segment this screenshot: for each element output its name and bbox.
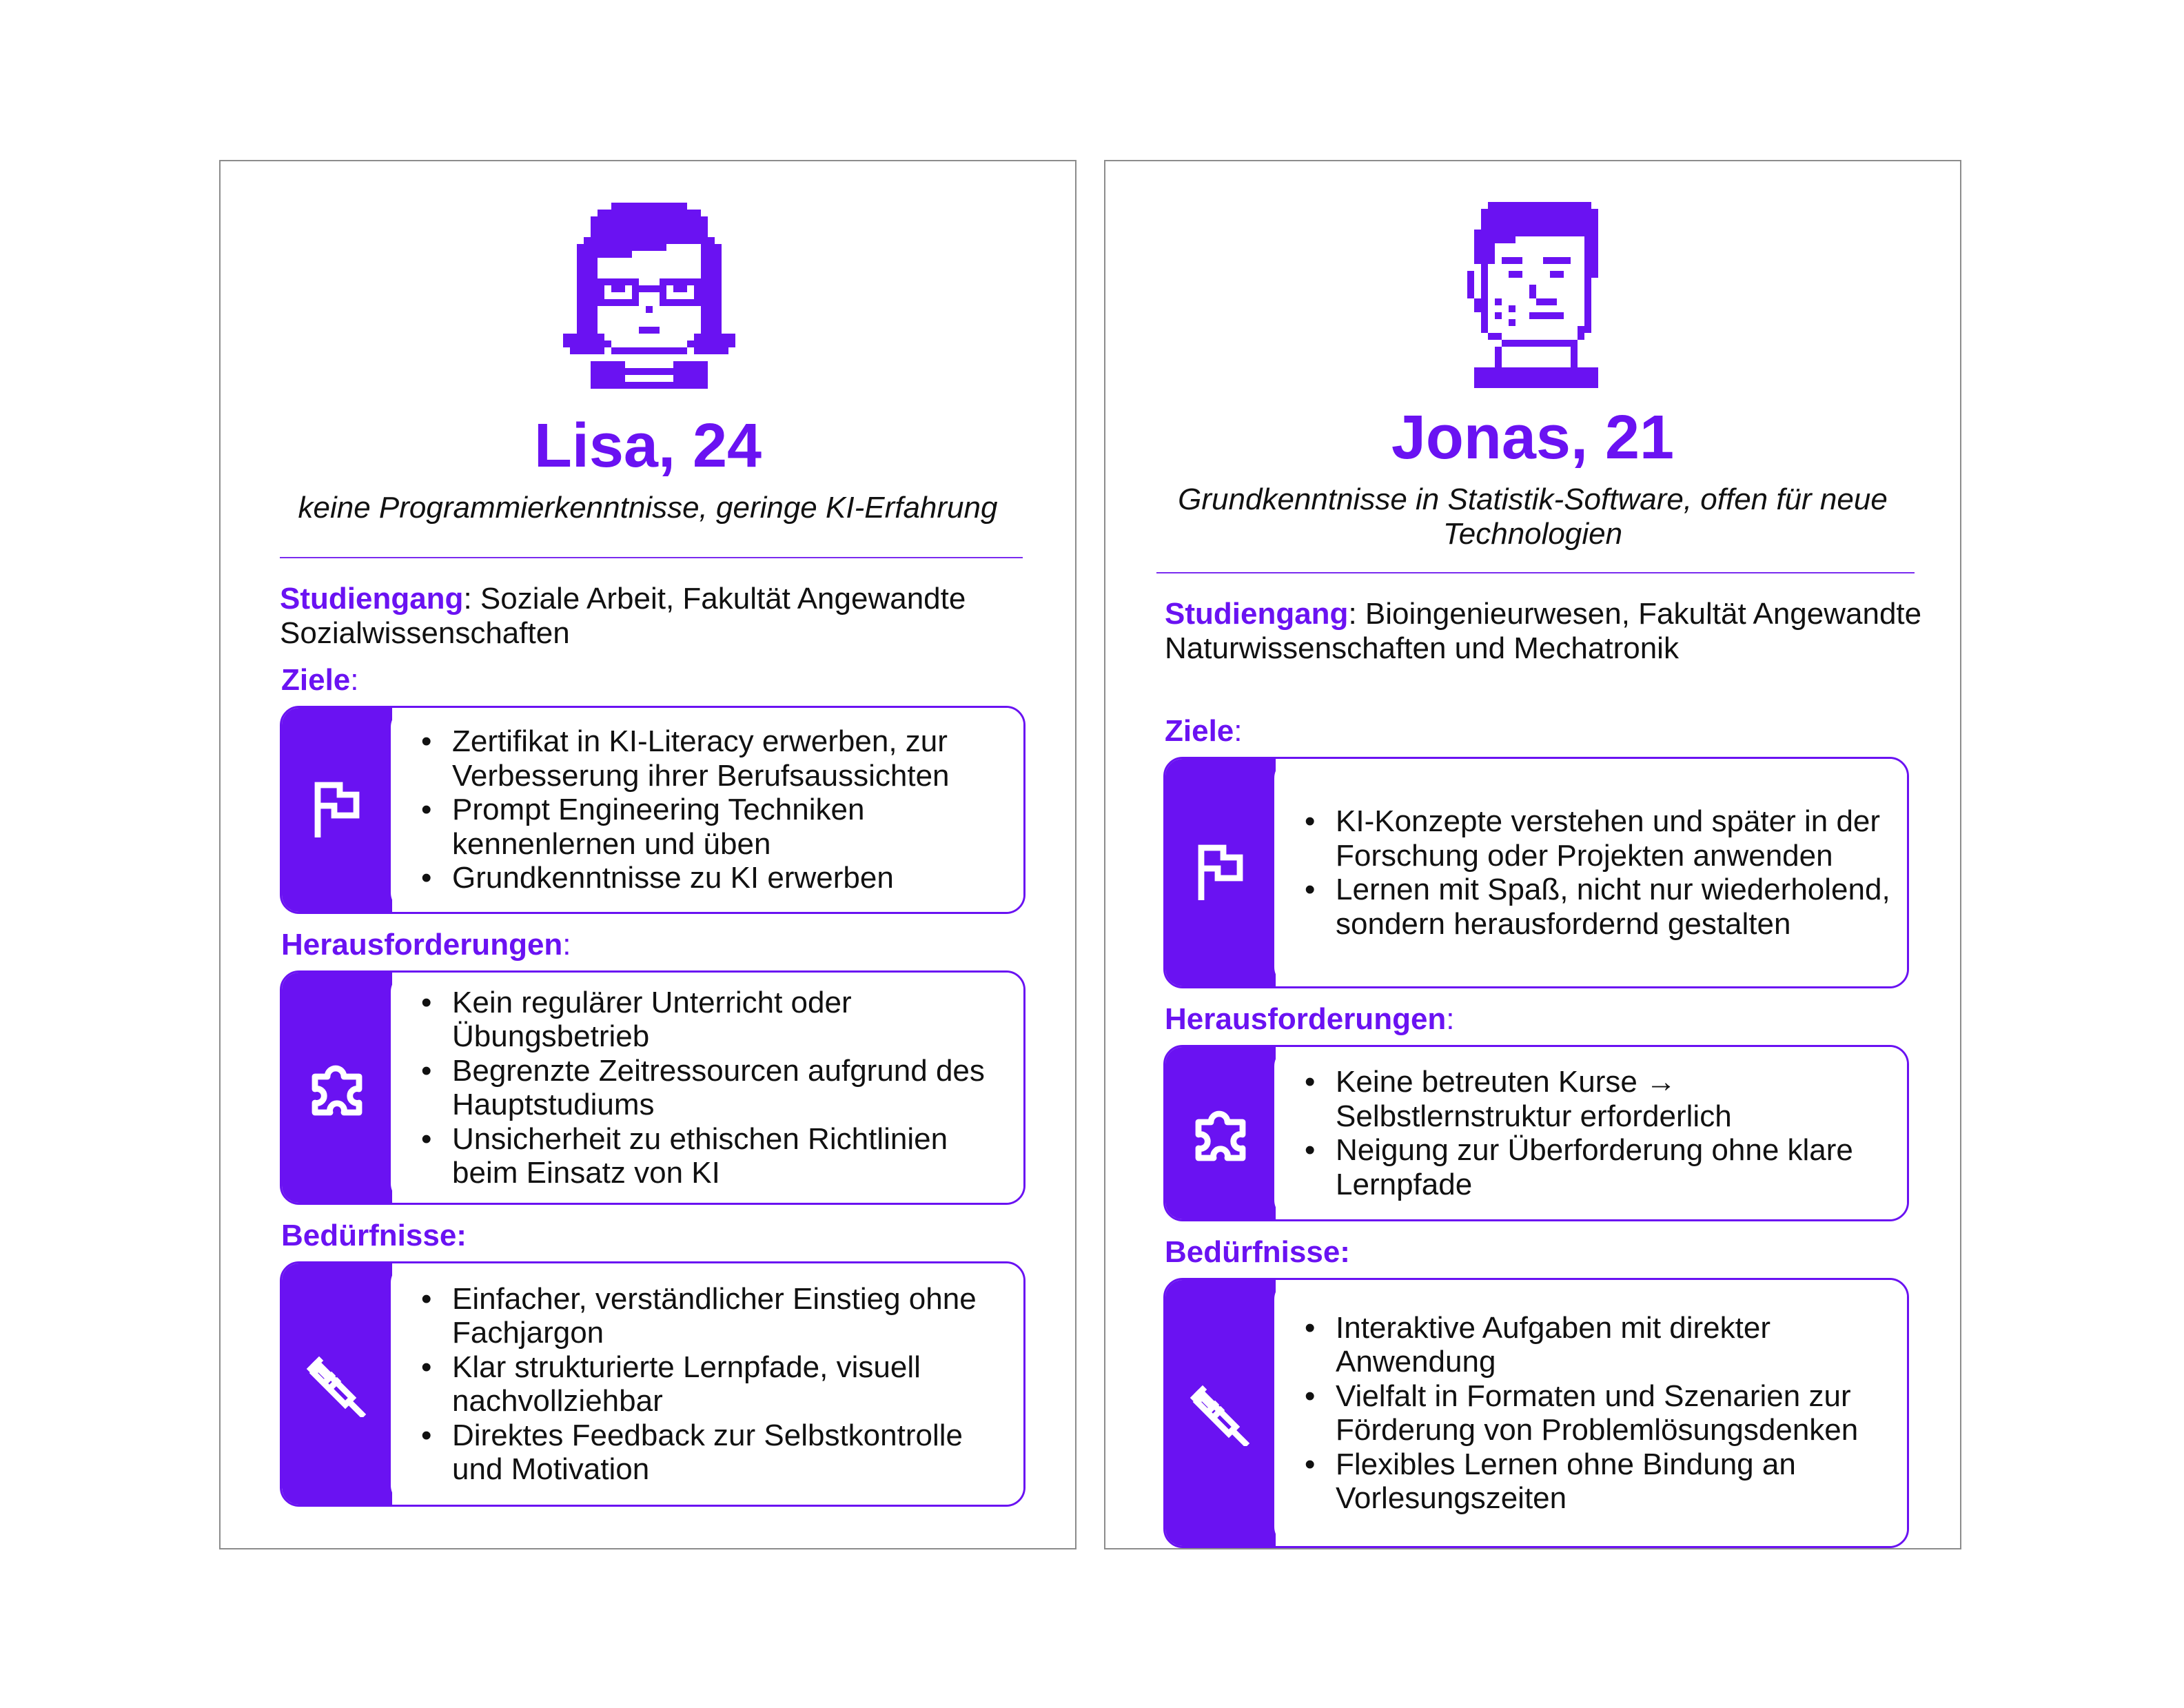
pixel-man-avatar-icon <box>1467 201 1605 389</box>
list-item: • Keine betreuten Kurse → Selbstlernstruktur erforderlich <box>1305 1065 1890 1133</box>
persona-card-lisa <box>219 160 1076 1549</box>
ziele-heading <box>1165 714 1243 749</box>
pixel-woman-avatar-icon <box>563 203 735 389</box>
studiengang-label: Studiengang <box>1165 597 1349 631</box>
herausforderungen-icon-panel <box>1165 1047 1276 1219</box>
puzzle-icon <box>1187 1100 1254 1166</box>
flag-icon <box>1187 840 1254 906</box>
persona-name: Lisa, 24 <box>533 411 762 480</box>
beduerfnisse-content <box>391 1263 1023 1505</box>
beduerfnisse-label: Bedürfnisse: <box>281 1219 467 1252</box>
flag-icon <box>304 777 370 843</box>
list-item: • Direktes Feedback zur Selbstkontrolle und Motivation <box>421 1419 1007 1487</box>
herausforderungen-box <box>1163 1045 1909 1221</box>
ziele-icon-panel <box>282 708 392 912</box>
list-item: • Klar strukturierte Lernpfade, visuell nachvollziehbar <box>421 1350 1007 1419</box>
syringe-icon <box>1187 1380 1254 1446</box>
herausforderungen-colon: : <box>1446 1002 1455 1036</box>
beduerfnisse-label: Bedürfnisse: <box>1165 1235 1350 1269</box>
syringe-icon <box>304 1351 370 1417</box>
list-item: • Vielfalt in Formaten und Szenarien zur Förderung von Problemlösungsdenken <box>1305 1379 1890 1447</box>
ziele-colon: : <box>1234 714 1243 748</box>
list-item: • Unsicherheit zu ethischen Richtlinien beim Einsatz von KI <box>421 1122 1007 1190</box>
ziele-content <box>391 708 1023 912</box>
studiengang-label: Studiengang <box>280 582 464 616</box>
beduerfnisse-content <box>1274 1280 1907 1546</box>
herausforderungen-list <box>421 973 1007 1203</box>
persona-tagline: keine Programmierkenntnisse, geringe KI-Erfahrung <box>298 491 998 525</box>
herausforderungen-list <box>1305 1047 1890 1219</box>
ziele-box <box>280 706 1025 914</box>
beduerfnisse-icon-panel <box>282 1263 392 1505</box>
list-item: • Grundkenntnisse zu KI erwerben <box>421 861 1007 895</box>
list-item: • Kein regulärer Unterricht oder Übungsbetrieb <box>421 986 1007 1054</box>
studiengang-value: Soziale Arbeit, Fakultät Angewandte Sozialwissenschaften <box>280 582 966 650</box>
ziele-colon: : <box>350 663 359 697</box>
ziele-label: Ziele <box>1165 714 1234 748</box>
herausforderungen-label: Herausforderungen <box>281 928 563 962</box>
divider <box>1156 572 1915 573</box>
ziele-box <box>1163 757 1909 988</box>
beduerfnisse-box <box>280 1261 1025 1507</box>
list-item: • Begrenzte Zeitressourcen aufgrund des Hauptstudiums <box>421 1054 1007 1122</box>
ziele-icon-panel <box>1165 759 1276 986</box>
ziele-label: Ziele <box>281 663 351 697</box>
divider <box>280 557 1023 558</box>
ziele-heading <box>281 663 359 698</box>
herausforderungen-heading <box>1165 1002 1455 1037</box>
list-item: • Prompt Engineering Techniken kennenlernen und üben <box>421 793 1007 861</box>
persona-tagline: Grundkenntnisse in Statistik-Software, offen für neue Technologien <box>1178 482 1888 551</box>
beduerfnisse-heading <box>281 1219 467 1253</box>
herausforderungen-content <box>1274 1047 1907 1219</box>
studiengang-separator: : <box>463 582 472 616</box>
studiengang-value: Bioingenieurwesen, Fakultät Angewandte Naturwissenschaften und Mechatronik <box>1165 597 1922 665</box>
list-item: • Interaktive Aufgaben mit direkter Anwendung <box>1305 1311 1890 1379</box>
ziele-list <box>1305 759 1890 986</box>
puzzle-icon <box>304 1055 370 1121</box>
beduerfnisse-heading <box>1165 1235 1350 1270</box>
list-item: • KI-Konzepte verstehen und später in der Forschung oder Projekten anwenden <box>1305 804 1890 873</box>
list-item: • Einfacher, verständlicher Einstieg ohne Fachjargon <box>421 1282 1007 1350</box>
beduerfnisse-list <box>1305 1280 1890 1546</box>
herausforderungen-colon: : <box>562 928 571 962</box>
beduerfnisse-box <box>1163 1278 1909 1548</box>
beduerfnisse-icon-panel <box>1165 1280 1276 1546</box>
herausforderungen-label: Herausforderungen <box>1165 1002 1447 1036</box>
list-item: • Lernen mit Spaß, nicht nur wiederholend, sondern herausfordernd gestalten <box>1305 873 1890 941</box>
list-item: • Zertifikat in KI-Literacy erwerben, zur Verbesserung ihrer Berufsaussichten <box>421 724 1007 793</box>
ziele-content <box>1274 759 1907 986</box>
list-item: • Flexibles Lernen ohne Bindung an Vorlesungszeiten <box>1305 1447 1890 1516</box>
herausforderungen-heading <box>281 928 571 962</box>
studiengang-field <box>1165 597 1937 666</box>
persona-name: Jonas, 21 <box>1391 403 1675 472</box>
herausforderungen-box <box>280 970 1025 1205</box>
herausforderungen-content <box>391 973 1023 1203</box>
list-item: • Neigung zur Überforderung ohne klare Lernpfade <box>1305 1133 1890 1201</box>
beduerfnisse-list <box>421 1263 1007 1505</box>
studiengang-separator: : <box>1348 597 1357 631</box>
studiengang-field <box>280 582 1038 651</box>
ziele-list <box>421 708 1007 912</box>
herausforderungen-icon-panel <box>282 973 392 1203</box>
persona-card-jonas <box>1104 160 1961 1549</box>
